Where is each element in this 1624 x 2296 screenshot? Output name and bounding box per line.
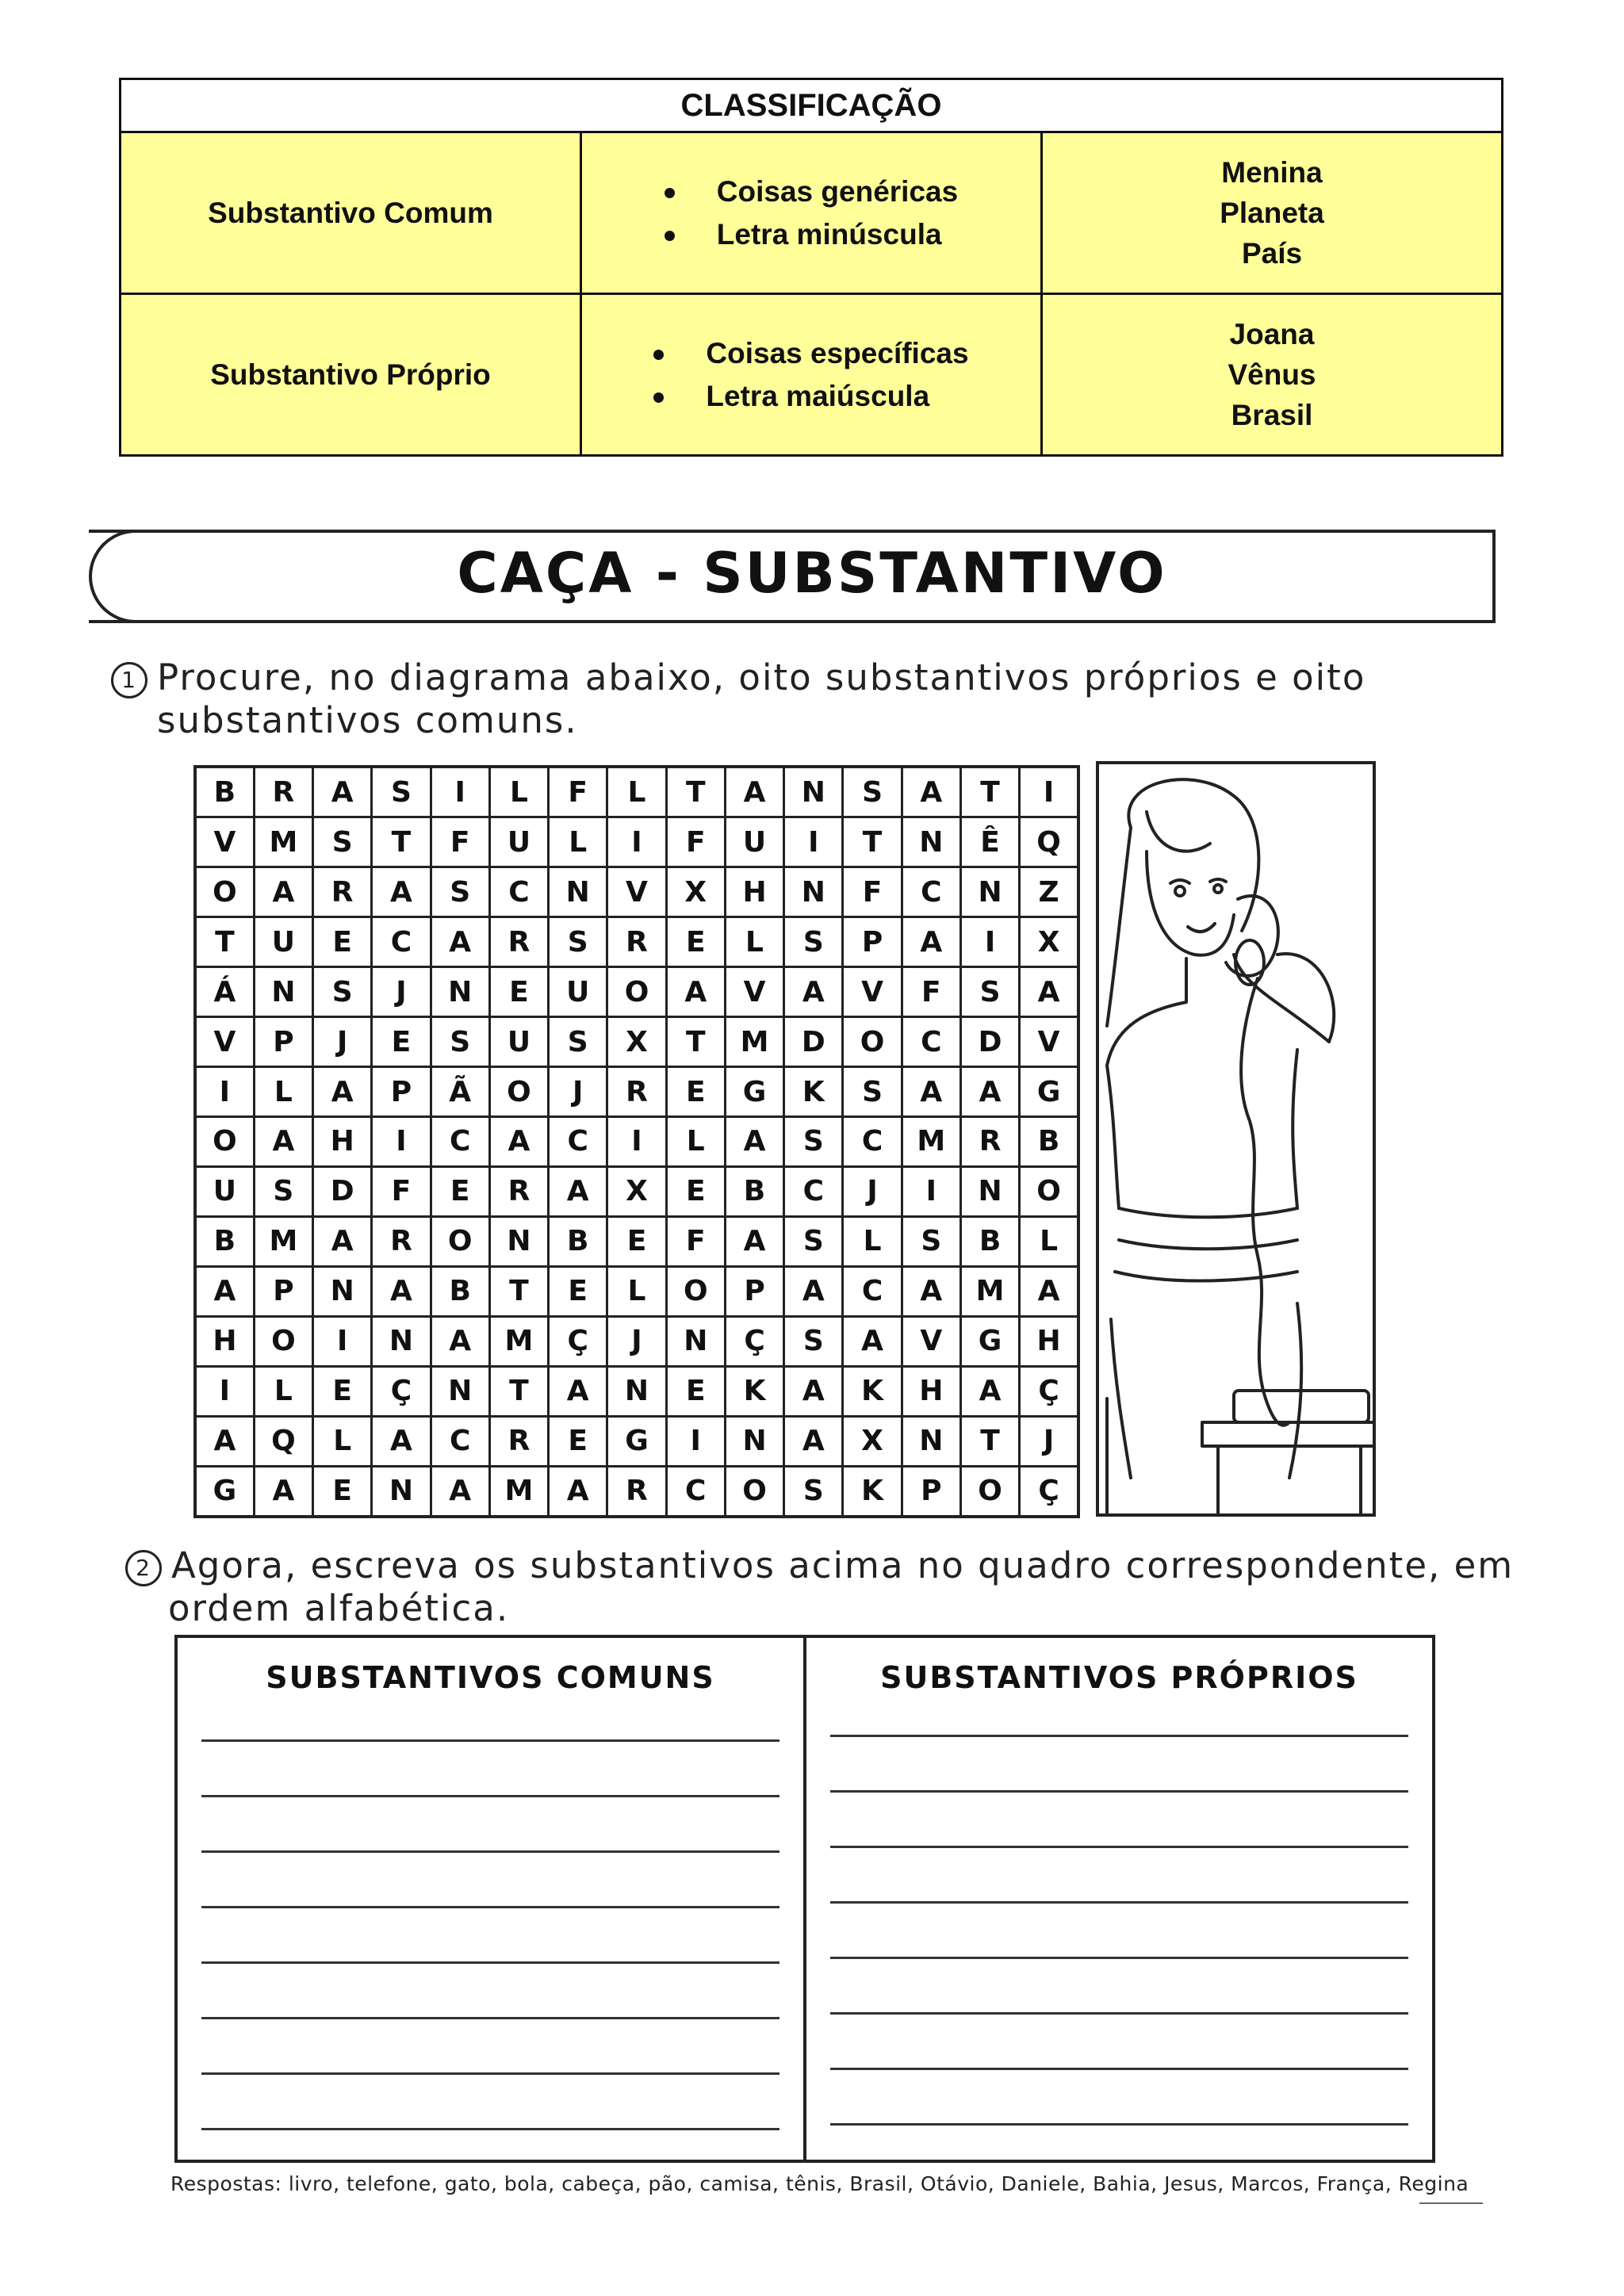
grid-letter[interactable]: B	[195, 1216, 254, 1266]
examples-common	[1042, 132, 1503, 294]
grid-letter[interactable]: L	[254, 1366, 312, 1416]
grid-letter[interactable]: N	[549, 867, 607, 917]
grid-letter[interactable]: F	[666, 817, 725, 867]
grid-row	[195, 1366, 1078, 1416]
grid-letter[interactable]: A	[960, 1067, 1019, 1117]
grid-letter[interactable]: A	[902, 1067, 960, 1117]
grid-letter[interactable]: S	[431, 1017, 489, 1067]
grid-letter[interactable]: M	[254, 817, 312, 867]
answer-line[interactable]	[201, 2128, 779, 2130]
classification-table	[119, 78, 1503, 457]
examples-proper	[1042, 294, 1503, 456]
answer-line[interactable]	[201, 1850, 779, 1853]
grid-letter[interactable]: S	[549, 1017, 607, 1067]
grid-letter[interactable]: O	[960, 1466, 1019, 1517]
grid-letter[interactable]: R	[607, 1466, 666, 1517]
grid-letter[interactable]: Á	[195, 967, 254, 1017]
grid-letter[interactable]: M	[489, 1316, 548, 1366]
grid-letter[interactable]: A	[784, 1366, 843, 1416]
grid-letter[interactable]: I	[431, 767, 489, 817]
grid-row	[195, 817, 1078, 867]
grid-letter[interactable]: N	[666, 1316, 725, 1366]
grid-row	[195, 1216, 1078, 1266]
grid-letter[interactable]: P	[254, 1266, 312, 1316]
grid-letter[interactable]: I	[666, 1416, 725, 1466]
grid-letter[interactable]: S	[372, 767, 431, 817]
grid-letter[interactable]: I	[1020, 767, 1078, 817]
grid-letter[interactable]: A	[431, 1466, 489, 1517]
grid-letter[interactable]: E	[313, 1366, 372, 1416]
grid-row	[195, 767, 1078, 817]
grid-letter[interactable]: H	[313, 1116, 372, 1166]
grid-letter[interactable]: M	[725, 1017, 783, 1067]
answer-box	[174, 1635, 1435, 2163]
grid-letter[interactable]: A	[784, 1266, 843, 1316]
grid-letter[interactable]: A	[372, 1416, 431, 1466]
grid-letter[interactable]: J	[843, 1166, 902, 1216]
grid-letter[interactable]: E	[431, 1166, 489, 1216]
grid-letter[interactable]: D	[960, 1017, 1019, 1067]
grid-letter[interactable]: L	[254, 1067, 312, 1117]
grid-letter[interactable]: A	[549, 1466, 607, 1517]
grid-row	[195, 967, 1078, 1017]
example-word: Joana	[1229, 318, 1315, 350]
grid-row	[195, 1166, 1078, 1216]
answer-line[interactable]	[830, 2123, 1408, 2126]
grid-letter[interactable]: E	[313, 917, 372, 967]
grid-letter[interactable]: F	[549, 767, 607, 817]
grid-letter[interactable]: N	[784, 867, 843, 917]
answer-line[interactable]	[830, 1846, 1408, 1848]
grid-row	[195, 917, 1078, 967]
grid-letter[interactable]: N	[725, 1416, 783, 1466]
footer-rule	[1419, 2202, 1483, 2204]
grid-letter[interactable]: Ç	[1020, 1366, 1078, 1416]
grid-letter[interactable]: E	[666, 1366, 725, 1416]
grid-letter[interactable]: T	[489, 1366, 548, 1416]
bullet-item: Letra maiúscula	[653, 375, 968, 418]
grid-letter[interactable]: Q	[1020, 817, 1078, 867]
grid-letter[interactable]: X	[1020, 917, 1078, 967]
grid-letter[interactable]: I	[960, 917, 1019, 967]
grid-letter[interactable]: X	[843, 1416, 902, 1466]
grid-letter[interactable]: T	[666, 1017, 725, 1067]
grid-letter[interactable]: A	[902, 1266, 960, 1316]
grid-letter[interactable]: M	[960, 1266, 1019, 1316]
grid-letter[interactable]: A	[372, 1266, 431, 1316]
grid-letter[interactable]: A	[843, 1316, 902, 1366]
question-2	[125, 1544, 1514, 1586]
grid-row	[195, 1266, 1078, 1316]
grid-letter[interactable]: A	[666, 967, 725, 1017]
bullets-proper	[581, 294, 1042, 456]
word-search-grid	[193, 765, 1080, 1518]
grid-letter[interactable]: B	[1020, 1116, 1078, 1166]
grid-letter[interactable]: O	[489, 1067, 548, 1117]
answer-line[interactable]	[830, 1790, 1408, 1793]
grid-letter[interactable]: E	[666, 1067, 725, 1117]
grid-letter[interactable]: R	[372, 1216, 431, 1266]
proper-nouns-heading: SUBSTANTIVOS PRÓPRIOS	[880, 1660, 1358, 1695]
grid-letter[interactable]: V	[843, 967, 902, 1017]
answer-line[interactable]	[830, 2068, 1408, 2070]
grid-letter[interactable]: N	[784, 767, 843, 817]
grid-letter[interactable]: R	[489, 1166, 548, 1216]
answer-line[interactable]	[201, 1906, 779, 1908]
grid-letter[interactable]: K	[843, 1466, 902, 1517]
grid-letter[interactable]: A	[313, 1216, 372, 1266]
common-nouns-column	[178, 1638, 803, 2160]
grid-letter[interactable]: S	[902, 1216, 960, 1266]
grid-letter[interactable]: S	[784, 1466, 843, 1517]
grid-letter[interactable]: I	[607, 1116, 666, 1166]
grid-letter[interactable]: O	[666, 1266, 725, 1316]
question-number: 2	[125, 1550, 162, 1586]
grid-letter[interactable]: L	[1020, 1216, 1078, 1266]
grid-letter[interactable]: B	[195, 767, 254, 817]
grid-letter[interactable]: T	[843, 817, 902, 867]
grid-letter[interactable]: O	[431, 1216, 489, 1266]
grid-letter[interactable]: U	[195, 1166, 254, 1216]
type-common: Substantivo Comum	[121, 132, 581, 294]
grid-letter[interactable]: G	[607, 1416, 666, 1466]
grid-letter[interactable]: N	[372, 1316, 431, 1366]
grid-letter[interactable]: C	[431, 1116, 489, 1166]
grid-letter[interactable]: L	[666, 1116, 725, 1166]
grid-letter[interactable]: Ç	[549, 1316, 607, 1366]
grid-letter[interactable]: B	[725, 1166, 783, 1216]
grid-letter[interactable]: Ã	[431, 1067, 489, 1117]
grid-letter[interactable]: L	[607, 767, 666, 817]
grid-letter[interactable]: E	[549, 1266, 607, 1316]
grid-letter[interactable]: F	[843, 867, 902, 917]
grid-letter[interactable]: Q	[254, 1416, 312, 1466]
question-2-text: Agora, escreva os substantivos acima no quadro correspondente, em	[171, 1544, 1515, 1586]
grid-letter[interactable]: C	[431, 1416, 489, 1466]
grid-letter[interactable]: A	[313, 1067, 372, 1117]
bullet-item: Coisas específicas	[653, 332, 968, 375]
grid-letter[interactable]: O	[843, 1017, 902, 1067]
grid-letter[interactable]: A	[902, 917, 960, 967]
answer-line[interactable]	[830, 1901, 1408, 1904]
grid-letter[interactable]: L	[313, 1416, 372, 1466]
grid-letter[interactable]: S	[254, 1166, 312, 1216]
grid-letter[interactable]: P	[725, 1266, 783, 1316]
grid-letter[interactable]: C	[843, 1116, 902, 1166]
grid-letter[interactable]: X	[666, 867, 725, 917]
grid-letter[interactable]: J	[372, 967, 431, 1017]
grid-letter[interactable]: V	[607, 867, 666, 917]
grid-letter[interactable]: E	[313, 1466, 372, 1517]
grid-letter[interactable]: N	[607, 1366, 666, 1416]
grid-letter[interactable]: O	[254, 1316, 312, 1366]
grid-letter[interactable]: C	[549, 1116, 607, 1166]
answer-line[interactable]	[830, 1735, 1408, 1737]
grid-letter[interactable]: R	[607, 917, 666, 967]
grid-letter[interactable]: S	[843, 1067, 902, 1117]
grid-row	[195, 1067, 1078, 1117]
grid-letter[interactable]: D	[313, 1166, 372, 1216]
grid-letter[interactable]: F	[431, 817, 489, 867]
answer-line[interactable]	[830, 1957, 1408, 1959]
grid-letter[interactable]: U	[489, 1017, 548, 1067]
grid-letter[interactable]: N	[489, 1216, 548, 1266]
grid-letter[interactable]: B	[960, 1216, 1019, 1266]
grid-letter[interactable]: S	[843, 767, 902, 817]
question-1	[111, 656, 1365, 698]
grid-letter[interactable]: H	[1020, 1316, 1078, 1366]
grid-letter[interactable]: V	[195, 817, 254, 867]
grid-letter[interactable]: E	[666, 1166, 725, 1216]
grid-letter[interactable]: M	[902, 1116, 960, 1166]
grid-letter[interactable]: C	[843, 1266, 902, 1316]
grid-letter[interactable]: U	[489, 817, 548, 867]
grid-letter[interactable]: S	[960, 967, 1019, 1017]
grid-letter[interactable]: L	[549, 817, 607, 867]
grid-letter[interactable]: C	[372, 917, 431, 967]
grid-letter[interactable]: H	[725, 867, 783, 917]
grid-letter[interactable]: S	[549, 917, 607, 967]
grid-letter[interactable]: A	[960, 1366, 1019, 1416]
grid-letter[interactable]: K	[843, 1366, 902, 1416]
grid-letter[interactable]: B	[549, 1216, 607, 1266]
grid-letter[interactable]: U	[549, 967, 607, 1017]
grid-letter[interactable]: L	[607, 1266, 666, 1316]
grid-letter[interactable]: G	[725, 1067, 783, 1117]
grid-letter[interactable]: T	[195, 917, 254, 967]
grid-letter[interactable]: N	[313, 1266, 372, 1316]
grid-letter[interactable]: N	[431, 1366, 489, 1416]
grid-letter[interactable]: R	[313, 867, 372, 917]
grid-letter[interactable]: V	[195, 1017, 254, 1067]
grid-letter[interactable]: T	[960, 1416, 1019, 1466]
question-2-cont: ordem alfabética.	[168, 1587, 510, 1629]
grid-letter[interactable]: S	[784, 1216, 843, 1266]
grid-letter[interactable]: S	[313, 817, 372, 867]
grid-letter[interactable]: C	[666, 1466, 725, 1517]
grid-letter[interactable]: T	[666, 767, 725, 817]
bullet-item: Letra minúscula	[665, 213, 958, 256]
grid-letter[interactable]: J	[549, 1067, 607, 1117]
grid-letter[interactable]: Z	[1020, 867, 1078, 917]
proper-nouns-column	[803, 1638, 1432, 2160]
grid-letter[interactable]: R	[607, 1067, 666, 1117]
grid-row	[195, 1316, 1078, 1366]
grid-letter[interactable]: X	[607, 1166, 666, 1216]
grid-letter[interactable]: A	[725, 1116, 783, 1166]
grid-letter[interactable]: A	[489, 1116, 548, 1166]
grid-letter[interactable]: F	[902, 967, 960, 1017]
grid-letter[interactable]: L	[725, 917, 783, 967]
grid-letter[interactable]: K	[725, 1366, 783, 1416]
grid-letter[interactable]: A	[1020, 967, 1078, 1017]
grid-letter[interactable]: A	[725, 1216, 783, 1266]
grid-letter[interactable]: S	[313, 967, 372, 1017]
grid-letter[interactable]: X	[607, 1017, 666, 1067]
grid-row	[195, 1416, 1078, 1466]
classification-title: CLASSIFICAÇÃO	[121, 79, 1503, 132]
grid-letter[interactable]: A	[1020, 1266, 1078, 1316]
question-1-cont: substantivos comuns.	[157, 699, 578, 741]
grid-letter[interactable]: I	[372, 1116, 431, 1166]
grid-letter[interactable]: A	[431, 1316, 489, 1366]
grid-letter[interactable]: A	[254, 867, 312, 917]
grid-letter[interactable]: C	[489, 867, 548, 917]
grid-letter[interactable]: Ç	[725, 1316, 783, 1366]
grid-letter[interactable]: N	[902, 1416, 960, 1466]
grid-letter[interactable]: A	[195, 1266, 254, 1316]
grid-letter[interactable]: P	[902, 1466, 960, 1517]
grid-letter[interactable]: S	[784, 1116, 843, 1166]
grid-letter[interactable]: F	[372, 1166, 431, 1216]
answer-line[interactable]	[201, 1961, 779, 1964]
grid-letter[interactable]: E	[549, 1416, 607, 1466]
answer-line[interactable]	[201, 2017, 779, 2019]
grid-letter[interactable]: I	[313, 1316, 372, 1366]
grid-letter[interactable]: N	[254, 967, 312, 1017]
grid-letter[interactable]: T	[489, 1266, 548, 1316]
worksheet-title: CAÇA - SUBSTANTIVO	[457, 541, 1167, 606]
grid-letter[interactable]: G	[195, 1466, 254, 1517]
grid-letter[interactable]: A	[784, 967, 843, 1017]
grid-letter[interactable]: A	[725, 767, 783, 817]
grid-letter[interactable]: R	[489, 917, 548, 967]
grid-letter[interactable]: N	[372, 1466, 431, 1517]
grid-letter[interactable]: O	[1020, 1166, 1078, 1216]
grid-letter[interactable]: A	[254, 1466, 312, 1517]
grid-letter[interactable]: S	[784, 1316, 843, 1366]
example-word: Menina	[1221, 156, 1323, 189]
grid-letter[interactable]: P	[843, 917, 902, 967]
grid-letter[interactable]: E	[372, 1017, 431, 1067]
grid-letter[interactable]: R	[254, 767, 312, 817]
grid-letter[interactable]: I	[195, 1366, 254, 1416]
grid-letter[interactable]: A	[549, 1366, 607, 1416]
grid-letter[interactable]: M	[254, 1216, 312, 1266]
grid-letter[interactable]: J	[1020, 1416, 1078, 1466]
answers-footnote: Respostas: livro, telefone, gato, bola, cabeça, pão, camisa, tênis, Brasil, Otávio, Daniele, Bahia, Jesus, Marcos, França, Regina	[170, 2172, 1469, 2195]
grid-letter[interactable]: A	[195, 1416, 254, 1466]
grid-letter[interactable]: V	[725, 967, 783, 1017]
grid-letter[interactable]: H	[902, 1366, 960, 1416]
grid-letter[interactable]: M	[489, 1466, 548, 1517]
grid-letter[interactable]: U	[254, 917, 312, 967]
grid-letter[interactable]: J	[607, 1316, 666, 1366]
grid-letter[interactable]: Ê	[960, 817, 1019, 867]
grid-letter[interactable]: C	[784, 1166, 843, 1216]
grid-letter[interactable]: A	[549, 1166, 607, 1216]
answer-line[interactable]	[201, 1795, 779, 1797]
grid-letter[interactable]: E	[607, 1216, 666, 1266]
grid-letter[interactable]: N	[960, 1166, 1019, 1216]
type-proper: Substantivo Próprio	[121, 294, 581, 456]
grid-letter[interactable]: F	[666, 1216, 725, 1266]
answer-line[interactable]	[201, 2072, 779, 2075]
bullet-item: Coisas genéricas	[665, 170, 958, 213]
grid-letter[interactable]: O	[195, 867, 254, 917]
grid-letter[interactable]: A	[313, 767, 372, 817]
grid-letter[interactable]: R	[960, 1116, 1019, 1166]
grid-letter[interactable]: E	[489, 967, 548, 1017]
grid-letter[interactable]: K	[784, 1067, 843, 1117]
grid-letter[interactable]: L	[843, 1216, 902, 1266]
grid-letter[interactable]: V	[902, 1316, 960, 1366]
bullets-common	[581, 132, 1042, 294]
grid-letter[interactable]: S	[431, 867, 489, 917]
grid-letter[interactable]: N	[902, 817, 960, 867]
grid-letter[interactable]: O	[607, 967, 666, 1017]
grid-letter[interactable]: G	[960, 1316, 1019, 1366]
grid-letter[interactable]: O	[195, 1116, 254, 1166]
grid-letter[interactable]: C	[902, 1017, 960, 1067]
grid-letter[interactable]: A	[902, 767, 960, 817]
grid-letter[interactable]: B	[431, 1266, 489, 1316]
example-word: Brasil	[1231, 399, 1313, 431]
grid-letter[interactable]: D	[784, 1017, 843, 1067]
grid-row	[195, 1466, 1078, 1517]
grid-letter[interactable]: C	[902, 867, 960, 917]
grid-letter[interactable]: P	[254, 1017, 312, 1067]
grid-row	[195, 1017, 1078, 1067]
grid-letter[interactable]: P	[372, 1067, 431, 1117]
grid-letter[interactable]: I	[195, 1067, 254, 1117]
example-word: País	[1241, 237, 1303, 270]
grid-letter[interactable]: Ç	[1020, 1466, 1078, 1517]
grid-letter[interactable]: N	[960, 867, 1019, 917]
grid-letter[interactable]: H	[195, 1316, 254, 1366]
grid-letter[interactable]: A	[372, 867, 431, 917]
grid-letter[interactable]: J	[313, 1017, 372, 1067]
grid-letter[interactable]: A	[431, 917, 489, 967]
grid-letter[interactable]: Ç	[372, 1366, 431, 1416]
grid-letter[interactable]: V	[1020, 1017, 1078, 1067]
answer-line[interactable]	[830, 2012, 1408, 2015]
common-nouns-heading: SUBSTANTIVOS COMUNS	[266, 1660, 715, 1695]
grid-letter[interactable]: A	[254, 1116, 312, 1166]
grid-row	[195, 1116, 1078, 1166]
question-number: 1	[111, 662, 147, 698]
girl-phone-drawing	[1099, 764, 1373, 1513]
grid-letter[interactable]: T	[372, 817, 431, 867]
example-word: Planeta	[1220, 197, 1324, 229]
grid-letter[interactable]: I	[784, 817, 843, 867]
grid-letter[interactable]: G	[1020, 1067, 1078, 1117]
grid-letter[interactable]: S	[784, 917, 843, 967]
grid-letter[interactable]: T	[960, 767, 1019, 817]
grid-letter[interactable]: A	[784, 1416, 843, 1466]
grid-row	[195, 867, 1078, 917]
grid-letter[interactable]: R	[489, 1416, 548, 1466]
girl-on-phone-illustration	[1096, 761, 1376, 1517]
grid-letter[interactable]: L	[489, 767, 548, 817]
question-1-text: Procure, no diagrama abaixo, oito substantivos próprios e oito	[157, 656, 1366, 698]
grid-letter[interactable]: N	[431, 967, 489, 1017]
grid-letter[interactable]: U	[725, 817, 783, 867]
grid-letter[interactable]: I	[902, 1166, 960, 1216]
grid-letter[interactable]: O	[725, 1466, 783, 1517]
example-word: Vênus	[1228, 358, 1316, 391]
grid-letter[interactable]: I	[607, 817, 666, 867]
answer-line[interactable]	[201, 1739, 779, 1742]
grid-letter[interactable]: E	[666, 917, 725, 967]
